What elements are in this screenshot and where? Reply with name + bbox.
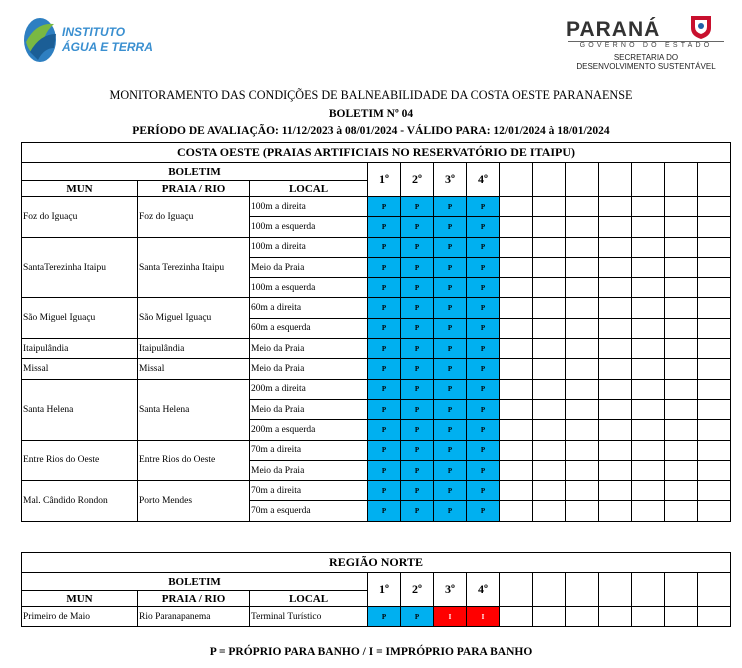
empty-status-cell [599, 359, 632, 379]
empty-status-cell [533, 460, 566, 480]
regiao-norte-table [21, 552, 731, 627]
status-cell-week-1: P [368, 237, 401, 257]
empty-status-cell [665, 420, 698, 440]
status-cell-week-4: P [467, 298, 500, 318]
location-cell: Meio da Praia [250, 399, 368, 419]
status-cell-week-4: P [467, 318, 500, 338]
week-header-2: 2º [401, 163, 434, 197]
empty-status-cell [500, 359, 533, 379]
empty-status-cell [665, 318, 698, 338]
status-cell-week-1: P [368, 318, 401, 338]
empty-status-cell [665, 197, 698, 217]
empty-status-cell [533, 501, 566, 521]
empty-status-cell [566, 501, 599, 521]
location-cell: 70m a direita [250, 481, 368, 501]
table-row [22, 298, 731, 318]
empty-status-cell [632, 460, 665, 480]
empty-week-header [632, 163, 665, 197]
status-cell-week-2: P [401, 399, 434, 419]
empty-week-header [599, 573, 632, 607]
municipality-cell: Itaipulândia [22, 339, 138, 359]
empty-status-cell [599, 257, 632, 277]
status-cell-week-3: P [434, 501, 467, 521]
empty-status-cell [665, 298, 698, 318]
empty-status-cell [500, 420, 533, 440]
status-cell-week-3: P [434, 420, 467, 440]
status-cell-week-4: P [467, 440, 500, 460]
empty-status-cell [500, 278, 533, 298]
week-header-2: 2º [401, 573, 434, 607]
status-cell-week-1: P [368, 278, 401, 298]
empty-status-cell [632, 237, 665, 257]
region-title: COSTA OESTE (PRAIAS ARTIFICIAIS NO RESERVATÓRIO DE ITAIPU) [22, 143, 731, 163]
status-cell-week-1: P [368, 501, 401, 521]
empty-status-cell [599, 237, 632, 257]
location-cell: 100m a direita [250, 197, 368, 217]
empty-status-cell [632, 298, 665, 318]
status-cell-week-2: P [401, 501, 434, 521]
status-cell-week-4: P [467, 359, 500, 379]
status-cell-week-3: P [434, 217, 467, 237]
status-cell-week-3: P [434, 237, 467, 257]
evaluation-period: PERÍODO DE AVALIAÇÃO: 11/12/2023 à 08/01/2024 - VÁLIDO PARA: 12/01/2024 à 18/01/2024 [132, 125, 610, 137]
empty-status-cell [500, 399, 533, 419]
empty-status-cell [599, 298, 632, 318]
municipality-cell: SantaTerezinha Itaipu [22, 237, 138, 298]
empty-status-cell [533, 278, 566, 298]
empty-status-cell [632, 278, 665, 298]
location-cell: Meio da Praia [250, 339, 368, 359]
status-cell-week-3: P [434, 339, 467, 359]
empty-status-cell [566, 278, 599, 298]
empty-status-cell [632, 379, 665, 399]
status-cell-week-1: P [368, 420, 401, 440]
boletim-header: BOLETIM [22, 163, 368, 181]
empty-status-cell [698, 197, 731, 217]
empty-status-cell [599, 217, 632, 237]
empty-status-cell [566, 318, 599, 338]
status-cell-week-1: P [368, 607, 401, 627]
region-title: REGIÃO NORTE [22, 553, 731, 573]
status-cell-week-4: P [467, 237, 500, 257]
empty-status-cell [599, 339, 632, 359]
status-cell-week-4: P [467, 257, 500, 277]
week-header-3: 3º [434, 163, 467, 197]
status-cell-week-2: P [401, 237, 434, 257]
table-row [22, 339, 731, 359]
empty-status-cell [665, 501, 698, 521]
empty-status-cell [500, 481, 533, 501]
table-row [22, 607, 731, 627]
column-header-mun: MUN [22, 591, 138, 607]
empty-week-header [566, 163, 599, 197]
empty-status-cell [665, 379, 698, 399]
location-cell: 100m a esquerda [250, 278, 368, 298]
column-header-praia: PRAIA / RIO [138, 181, 250, 197]
beach-cell: Foz do Iguaçu [138, 197, 250, 238]
empty-status-cell [698, 379, 731, 399]
status-cell-week-2: P [401, 257, 434, 277]
location-cell: 100m a esquerda [250, 217, 368, 237]
status-cell-week-2: P [401, 217, 434, 237]
empty-status-cell [533, 359, 566, 379]
empty-status-cell [566, 197, 599, 217]
beach-cell: Porto Mendes [138, 481, 250, 522]
empty-status-cell [665, 460, 698, 480]
empty-status-cell [599, 197, 632, 217]
empty-status-cell [698, 460, 731, 480]
location-cell: 200m a esquerda [250, 420, 368, 440]
beach-cell: Missal [138, 359, 250, 379]
location-cell: Meio da Praia [250, 257, 368, 277]
status-cell-week-1: P [368, 359, 401, 379]
empty-status-cell [599, 318, 632, 338]
empty-status-cell [698, 399, 731, 419]
parana-logo-gov: GOVERNO DO ESTADO [579, 42, 713, 49]
municipality-cell: Mal. Cândido Rondon [22, 481, 138, 522]
status-cell-week-1: P [368, 217, 401, 237]
empty-status-cell [500, 197, 533, 217]
header-row-boletim [22, 163, 731, 181]
status-cell-week-1: P [368, 460, 401, 480]
municipality-cell: Santa Helena [22, 379, 138, 440]
status-cell-week-2: P [401, 420, 434, 440]
empty-status-cell [698, 339, 731, 359]
empty-status-cell [698, 257, 731, 277]
empty-status-cell [500, 237, 533, 257]
empty-week-header [566, 573, 599, 607]
empty-status-cell [665, 257, 698, 277]
empty-status-cell [665, 399, 698, 419]
empty-week-header [500, 573, 533, 607]
status-cell-week-4: P [467, 460, 500, 480]
empty-status-cell [698, 607, 731, 627]
empty-status-cell [533, 379, 566, 399]
bulletin-number: BOLETIM Nº 04 [328, 108, 414, 120]
status-cell-week-1: P [368, 440, 401, 460]
empty-status-cell [698, 359, 731, 379]
empty-status-cell [533, 399, 566, 419]
empty-status-cell [500, 460, 533, 480]
location-cell: 60m a esquerda [250, 318, 368, 338]
parana-coat-of-arms-icon [688, 12, 714, 40]
empty-status-cell [533, 318, 566, 338]
municipality-cell: Foz do Iguaçu [22, 197, 138, 238]
empty-status-cell [698, 298, 731, 318]
beach-cell: São Miguel Iguaçu [138, 298, 250, 339]
municipality-cell: Missal [22, 359, 138, 379]
empty-status-cell [566, 399, 599, 419]
empty-status-cell [500, 440, 533, 460]
status-cell-week-4: P [467, 481, 500, 501]
empty-week-header [632, 573, 665, 607]
empty-status-cell [500, 257, 533, 277]
table-row [22, 440, 731, 460]
empty-status-cell [698, 420, 731, 440]
empty-status-cell [566, 460, 599, 480]
empty-status-cell [599, 460, 632, 480]
empty-status-cell [698, 440, 731, 460]
empty-status-cell [698, 501, 731, 521]
empty-status-cell [533, 607, 566, 627]
week-header-4: 4º [467, 163, 500, 197]
parana-logo-title: PARANÁ [566, 18, 661, 41]
empty-status-cell [599, 420, 632, 440]
column-header-local: LOCAL [250, 181, 368, 197]
empty-status-cell [665, 440, 698, 460]
status-cell-week-3: P [434, 460, 467, 480]
empty-status-cell [599, 501, 632, 521]
table-row [22, 379, 731, 399]
empty-week-header [533, 573, 566, 607]
empty-status-cell [533, 481, 566, 501]
empty-status-cell [566, 420, 599, 440]
status-cell-week-3: P [434, 359, 467, 379]
table-row [22, 197, 731, 217]
empty-week-header [500, 163, 533, 197]
parana-logo-sec-line1: SECRETARIA DO [613, 53, 679, 62]
status-cell-week-4: P [467, 379, 500, 399]
empty-status-cell [566, 257, 599, 277]
region-header-row [22, 143, 731, 163]
empty-status-cell [500, 379, 533, 399]
empty-status-cell [599, 399, 632, 419]
status-cell-week-1: P [368, 197, 401, 217]
status-cell-week-2: P [401, 460, 434, 480]
empty-status-cell [665, 217, 698, 237]
status-cell-week-4: P [467, 278, 500, 298]
document-title: MONITORAMENTO DAS CONDIÇÕES DE BALNEABILIDADE DA COSTA OESTE PARANAENSE [109, 88, 633, 102]
empty-status-cell [632, 197, 665, 217]
location-cell: Meio da Praia [250, 460, 368, 480]
empty-status-cell [698, 318, 731, 338]
status-cell-week-3: P [434, 379, 467, 399]
empty-status-cell [632, 607, 665, 627]
empty-status-cell [632, 420, 665, 440]
status-cell-week-2: P [401, 339, 434, 359]
table-row [22, 237, 731, 257]
status-cell-week-4: P [467, 339, 500, 359]
empty-status-cell [665, 237, 698, 257]
empty-week-header [533, 163, 566, 197]
status-cell-week-3: P [434, 278, 467, 298]
empty-status-cell [533, 217, 566, 237]
table-row [22, 481, 731, 501]
location-cell: 70m a esquerda [250, 501, 368, 521]
location-cell: Meio da Praia [250, 359, 368, 379]
status-cell-week-3: P [434, 399, 467, 419]
empty-week-header [665, 163, 698, 197]
status-cell-week-3: P [434, 481, 467, 501]
empty-status-cell [500, 607, 533, 627]
status-cell-week-4: P [467, 399, 500, 419]
status-cell-week-2: P [401, 481, 434, 501]
beach-cell: Itaipulândia [138, 339, 250, 359]
costa-oeste-table [21, 142, 731, 522]
location-cell: 70m a direita [250, 440, 368, 460]
column-header-praia: PRAIA / RIO [138, 591, 250, 607]
empty-status-cell [566, 379, 599, 399]
parana-logo-secretariat [566, 53, 726, 71]
logo-institute-line1: INSTITUTO [62, 25, 126, 39]
empty-status-cell [500, 318, 533, 338]
status-cell-week-3: P [434, 298, 467, 318]
location-cell: 60m a direita [250, 298, 368, 318]
empty-status-cell [599, 481, 632, 501]
region-header-row [22, 553, 731, 573]
empty-status-cell [566, 440, 599, 460]
empty-status-cell [533, 440, 566, 460]
status-cell-week-2: P [401, 607, 434, 627]
empty-status-cell [533, 298, 566, 318]
empty-status-cell [665, 278, 698, 298]
empty-status-cell [632, 399, 665, 419]
status-cell-week-1: P [368, 339, 401, 359]
week-header-1: 1º [368, 163, 401, 197]
empty-status-cell [632, 257, 665, 277]
municipality-cell: Entre Rios do Oeste [22, 440, 138, 481]
empty-status-cell [500, 217, 533, 237]
status-cell-week-1: P [368, 379, 401, 399]
status-cell-week-3: P [434, 197, 467, 217]
location-cell: 100m a direita [250, 237, 368, 257]
column-header-mun: MUN [22, 181, 138, 197]
empty-status-cell [632, 217, 665, 237]
status-cell-week-1: P [368, 298, 401, 318]
empty-week-header [665, 573, 698, 607]
empty-status-cell [500, 339, 533, 359]
empty-status-cell [533, 420, 566, 440]
status-cell-week-2: P [401, 379, 434, 399]
table-row [22, 359, 731, 379]
empty-status-cell [599, 607, 632, 627]
beach-cell: Rio Paranapanema [138, 607, 250, 627]
week-header-4: 4º [467, 573, 500, 607]
empty-status-cell [665, 339, 698, 359]
empty-status-cell [566, 359, 599, 379]
empty-status-cell [599, 278, 632, 298]
municipality-cell: Primeiro de Maio [22, 607, 138, 627]
beach-cell: Santa Terezinha Itaipu [138, 237, 250, 298]
status-cell-week-2: P [401, 197, 434, 217]
status-cell-week-3: P [434, 318, 467, 338]
empty-status-cell [533, 237, 566, 257]
status-cell-week-4: P [467, 217, 500, 237]
empty-status-cell [566, 298, 599, 318]
empty-status-cell [533, 339, 566, 359]
empty-status-cell [698, 217, 731, 237]
parana-logo-sec-line2: DESENVOLVIMENTO SUSTENTÁVEL [576, 62, 716, 71]
status-cell-week-4: I [467, 607, 500, 627]
status-cell-week-1: P [368, 481, 401, 501]
empty-week-header [698, 573, 731, 607]
empty-week-header [698, 163, 731, 197]
boletim-header: BOLETIM [22, 573, 368, 591]
location-cell: Terminal Turístico [250, 607, 368, 627]
empty-status-cell [533, 257, 566, 277]
empty-status-cell [665, 607, 698, 627]
beach-cell: Entre Rios do Oeste [138, 440, 250, 481]
status-cell-week-3: P [434, 440, 467, 460]
empty-status-cell [566, 481, 599, 501]
status-cell-week-3: I [434, 607, 467, 627]
empty-status-cell [632, 440, 665, 460]
empty-status-cell [698, 278, 731, 298]
week-header-1: 1º [368, 573, 401, 607]
empty-status-cell [566, 217, 599, 237]
empty-status-cell [698, 481, 731, 501]
logo-institute-line2: ÁGUA E TERRA [62, 40, 153, 54]
empty-status-cell [632, 339, 665, 359]
beach-cell: Santa Helena [138, 379, 250, 440]
status-cell-week-1: P [368, 399, 401, 419]
empty-status-cell [599, 440, 632, 460]
empty-status-cell [599, 379, 632, 399]
column-header-local: LOCAL [250, 591, 368, 607]
empty-status-cell [566, 607, 599, 627]
municipality-cell: São Miguel Iguaçu [22, 298, 138, 339]
instituto-agua-terra-logo [20, 12, 160, 70]
empty-status-cell [500, 298, 533, 318]
empty-status-cell [632, 501, 665, 521]
status-cell-week-2: P [401, 298, 434, 318]
status-cell-week-2: P [401, 278, 434, 298]
status-cell-week-2: P [401, 318, 434, 338]
empty-status-cell [566, 237, 599, 257]
empty-status-cell [566, 339, 599, 359]
empty-status-cell [632, 359, 665, 379]
empty-status-cell [665, 481, 698, 501]
empty-status-cell [665, 359, 698, 379]
empty-week-header [599, 163, 632, 197]
header-row-boletim [22, 573, 731, 591]
status-cell-week-1: P [368, 257, 401, 277]
status-cell-week-3: P [434, 257, 467, 277]
legend: P = PRÓPRIO PARA BANHO / I = IMPRÓPRIO PARA BANHO [209, 646, 533, 658]
empty-status-cell [533, 197, 566, 217]
status-cell-week-2: P [401, 359, 434, 379]
empty-status-cell [698, 237, 731, 257]
status-cell-week-4: P [467, 420, 500, 440]
status-cell-week-2: P [401, 440, 434, 460]
empty-status-cell [632, 318, 665, 338]
empty-status-cell [632, 481, 665, 501]
status-cell-week-4: P [467, 197, 500, 217]
status-cell-week-4: P [467, 501, 500, 521]
location-cell: 200m a direita [250, 379, 368, 399]
empty-status-cell [500, 501, 533, 521]
week-header-3: 3º [434, 573, 467, 607]
